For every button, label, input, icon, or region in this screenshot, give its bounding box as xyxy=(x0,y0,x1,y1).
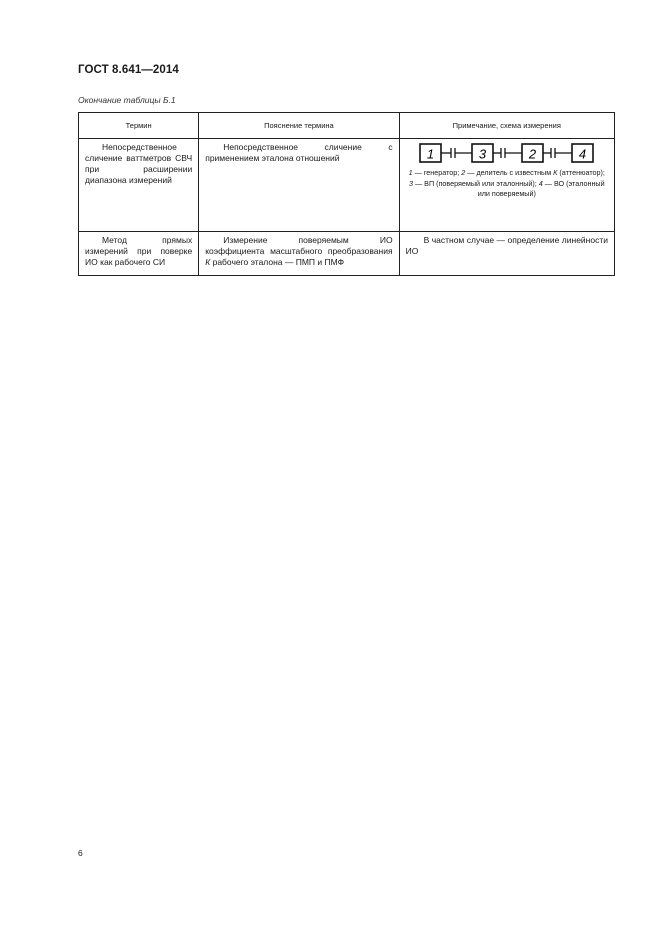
block-4-label: 4 xyxy=(578,146,586,162)
explanation-cell xyxy=(199,232,399,276)
header-note: Примечание, схема измерения xyxy=(399,113,614,139)
legend-num-4: 4 xyxy=(538,178,543,188)
term-cell xyxy=(79,139,199,232)
block-1 xyxy=(420,144,441,162)
connector-2-4 xyxy=(543,148,572,158)
terms-table xyxy=(78,112,615,276)
connector-1-3 xyxy=(441,148,472,158)
block-1-label: 1 xyxy=(426,146,434,162)
explanation-part-2: рабочего эталона — ПМП и ПМФ xyxy=(210,257,345,267)
term-text: Метод прямых измерений при поверке ИО как рабочего СИ xyxy=(85,235,193,267)
note-cell xyxy=(399,139,614,232)
note-text: В частном случае — определение линейности ИО xyxy=(405,235,608,256)
measurement-scheme-diagram xyxy=(419,142,595,164)
term-text: Непосредственное сличение ваттметров СВЧ при расширении диапазона измерений xyxy=(85,142,193,185)
explanation-text xyxy=(199,232,398,268)
legend-num-2: 2 xyxy=(461,168,466,177)
header-explanation: Пояснение термина xyxy=(199,113,399,139)
block-4 xyxy=(572,144,593,162)
diagram-legend xyxy=(400,164,614,200)
block-3 xyxy=(472,144,493,162)
table-header-row xyxy=(79,113,615,139)
term-cell xyxy=(79,232,199,276)
explanation-k: К xyxy=(205,257,211,267)
legend-num-1: 1 xyxy=(408,168,413,177)
explanation-cell xyxy=(199,139,399,232)
table-row xyxy=(79,139,615,232)
legend-text-3: (аттенюатор); xyxy=(557,168,605,177)
legend-text-5: — ВО (эталонный или поверяемый) xyxy=(477,178,605,198)
connector-3-2 xyxy=(493,148,522,158)
legend-text-4: — ВП (поверяемый или эталонный); xyxy=(412,178,539,188)
explanation-part-1: Измерение поверяемым ИО коэффициента масштабного преобразования xyxy=(205,235,393,256)
legend-text-1: — генератор; xyxy=(412,168,462,177)
legend-k: К xyxy=(553,168,558,177)
note-cell xyxy=(399,232,614,276)
header-term: Термин xyxy=(79,113,199,139)
legend-num-3: 3 xyxy=(408,178,413,188)
block-2 xyxy=(522,144,543,162)
explanation-text: Непосредственное сличение с применением эталона отношений xyxy=(205,142,393,163)
block-2-label: 2 xyxy=(528,146,536,162)
block-3-label: 3 xyxy=(478,146,486,162)
legend-text-2: — делитель с известным xyxy=(465,168,554,177)
page-number: 6 xyxy=(78,848,83,858)
document-header: ГОСТ 8.641—2014 xyxy=(78,64,179,76)
table-caption: Окончание таблицы Б.1 xyxy=(78,95,176,105)
table-row xyxy=(79,232,615,276)
